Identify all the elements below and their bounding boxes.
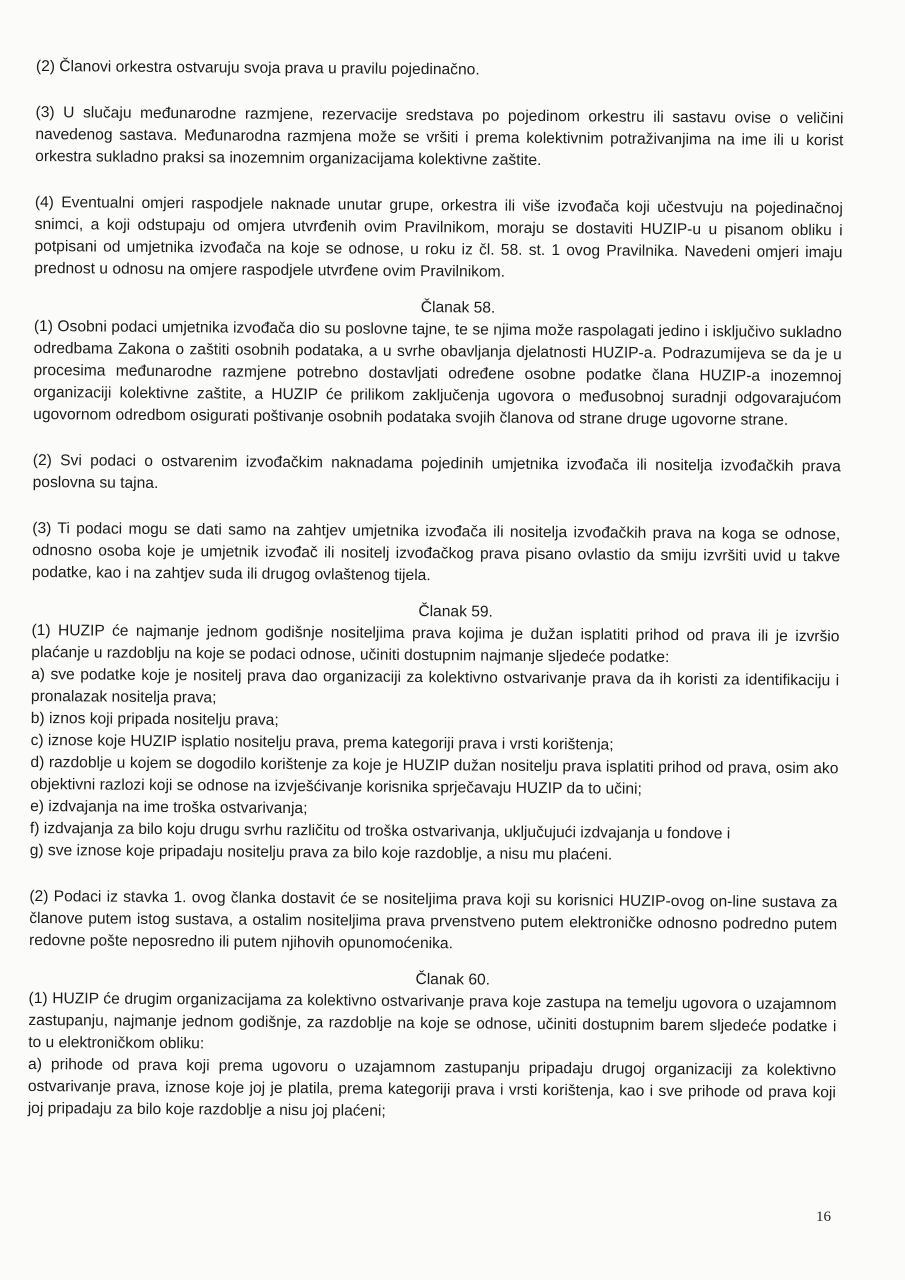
article-heading-58: Članak 58.: [420, 299, 496, 317]
paragraph-57-2: (2) Članovi orkestra ostvaruju svoja prava u pravilu pojedinačno.: [35, 57, 480, 79]
paragraph-58-1: (1) Osobni podaci umjetnika izvođača dio su poslovne tajne, te se njima može raspolagati jedino i isključivo sukladno odredbama Zakona o zaštiti osobnih podataka, a u svrhe obavljanja djelatnosti HUZIP-a. Podrazumijeva se da je u procesima međunarodne razmjene potrebno dostavljati određene osobne podatke člana HUZIP-a inozemnoj organizaciji kolektivne zaštite, a HUZIP će prilikom zaključenja ugovora o međusobnoj suradnji odgovarajućom ugovornom odredbom osigurati poštivanje osobnih podataka svojih članova od strane druge ugovorne strane.: [33, 317, 842, 429]
page-number: 16: [816, 1209, 831, 1225]
list-item: g) sve iznose koje pripadaju nositelju prava za bilo koje razdoblje, a nisu mu plaćeni.: [29, 841, 613, 864]
paragraph-58-3: (3) Ti podaci mogu se dati samo na zahtjev umjetnika izvođača ili nositelja izvođačkih prava na koga se odnose, odnosno osoba koje je umjetnik izvođač ili nositelj izvođačkog prava pisano ovlastio da smiju izvršiti uvid u takve podatke, kao i na zahtjev suda ili drugog ovlaštenog tijela.: [31, 519, 841, 585]
paragraph-59-2: (2) Podaci iz stavka 1. ovog članka dostavit će se nositeljima prava koji su korisnici HUZIP-ovog on-line sustava za članove putem istog sustava, a ostalim nositeljima prava prvenstveno putem elektroničke odnosno podredno putem redovne pošte neposredno ili putem njihovih opunomoćenika.: [28, 887, 838, 953]
paragraph-59-1: (1) HUZIP će najmanje jednom godišnje nositeljima prava kojima je dužan isplatiti prihod od prava ili je izvršio plaćanje u razdoblju na koje se podaci odnose, učiniti dostupnim najmanje sljedeće podatke:: [31, 621, 840, 666]
article-heading-60: Članak 60.: [415, 971, 491, 989]
list-item: a) prihode od prava koji prema ugovoru o uzajamnom zastupanju pripadaju drugoj organizaciji za kolektivno ostvarivanje prava, iznose koje joj je platila, prema kategoriji prava i vrsti korištenja, kao i sve prihode od prava koji joj pripadaju za bilo koje razdoblje a nisu joj plaćeni;: [27, 1055, 837, 1120]
list-item: d) razdoblje u kojem se dogodilo korištenje za koje je HUZIP dužan nositelju prava isplatiti prihod od prava, osim ako objektivni razlozi koji se odnose na izvješćivanje korisnika sprječavaju HUZIP da to učini;: [30, 753, 839, 798]
document-body: [28, 56, 844, 1126]
paragraph-57-3: (3) U slučaju međunarodne razmjene, rezervacije sredstava po pojedinom orkestru ili sastavu ovise o veličini navedenog sastava. Međunarodna razmjena može se vršiti i prema kolektivnim potraživanjima na ime ili u korist orkestra sukladno praksi sa inozemnim organizacijama kolektivne zaštite.: [35, 103, 844, 169]
list-item: c) iznose koje HUZIP isplatio nositelju prava, prema kategoriji prava i vrsti korištenja;: [30, 731, 614, 754]
paragraph-57-4: (4) Eventualni omjeri raspodjele naknade unutar grupe, orkestra ili više izvođača koji učestvuju na pojedinačnoj snimci, a koji odstupaju od omjera utvrđenih ovim Pravilnikom, moraju se dostaviti HUZIP-u u pisanom obliku i potpisani od umjetnika izvođača na koje se odnose, u roku iz čl. 58. st. 1 ovog Pravilnika. Navedeni omjeri imaju prednost u odnosu na omjere raspodjele utvrđene ovim Pravilnikom.: [34, 193, 843, 281]
paragraph-60-1: (1) HUZIP će drugim organizacijama za kolektivno ostvarivanje prava koje zastupa na temelju ugovora o uzajamnom zastupanju, najmanje jednom godišnje, za razdoblje na koje se odnose, učiniti dostupnim barem sljedeće podatke i to u elektroničkom obliku:: [28, 989, 837, 1053]
article-59-list: [30, 664, 840, 868]
list-item: a) sve podatke koje je nositelj prava dao organizaciji za kolektivno ostvarivanje prava da ih koristi za identifikaciju i pronalazak nositelja prava;: [30, 665, 840, 707]
paragraph-58-2: (2) Svi podaci o ostvarenim izvođačkim naknadama pojedinih umjetnika izvođača ili nositelja izvođačkih prava poslovna su tajna.: [32, 451, 841, 492]
list-item: b) iznos koji pripada nositelju prava;: [30, 709, 279, 729]
list-item: e) izdvajanja na ime troška ostvarivanja;: [30, 797, 308, 818]
article-60-list: [28, 1054, 836, 1126]
list-item: f) izdvajanja za bilo koju drugu svrhu različitu od troška ostvarivanja, uključujući izdvajanja u fondove i: [29, 819, 731, 843]
article-heading-59: Članak 59.: [418, 603, 493, 621]
